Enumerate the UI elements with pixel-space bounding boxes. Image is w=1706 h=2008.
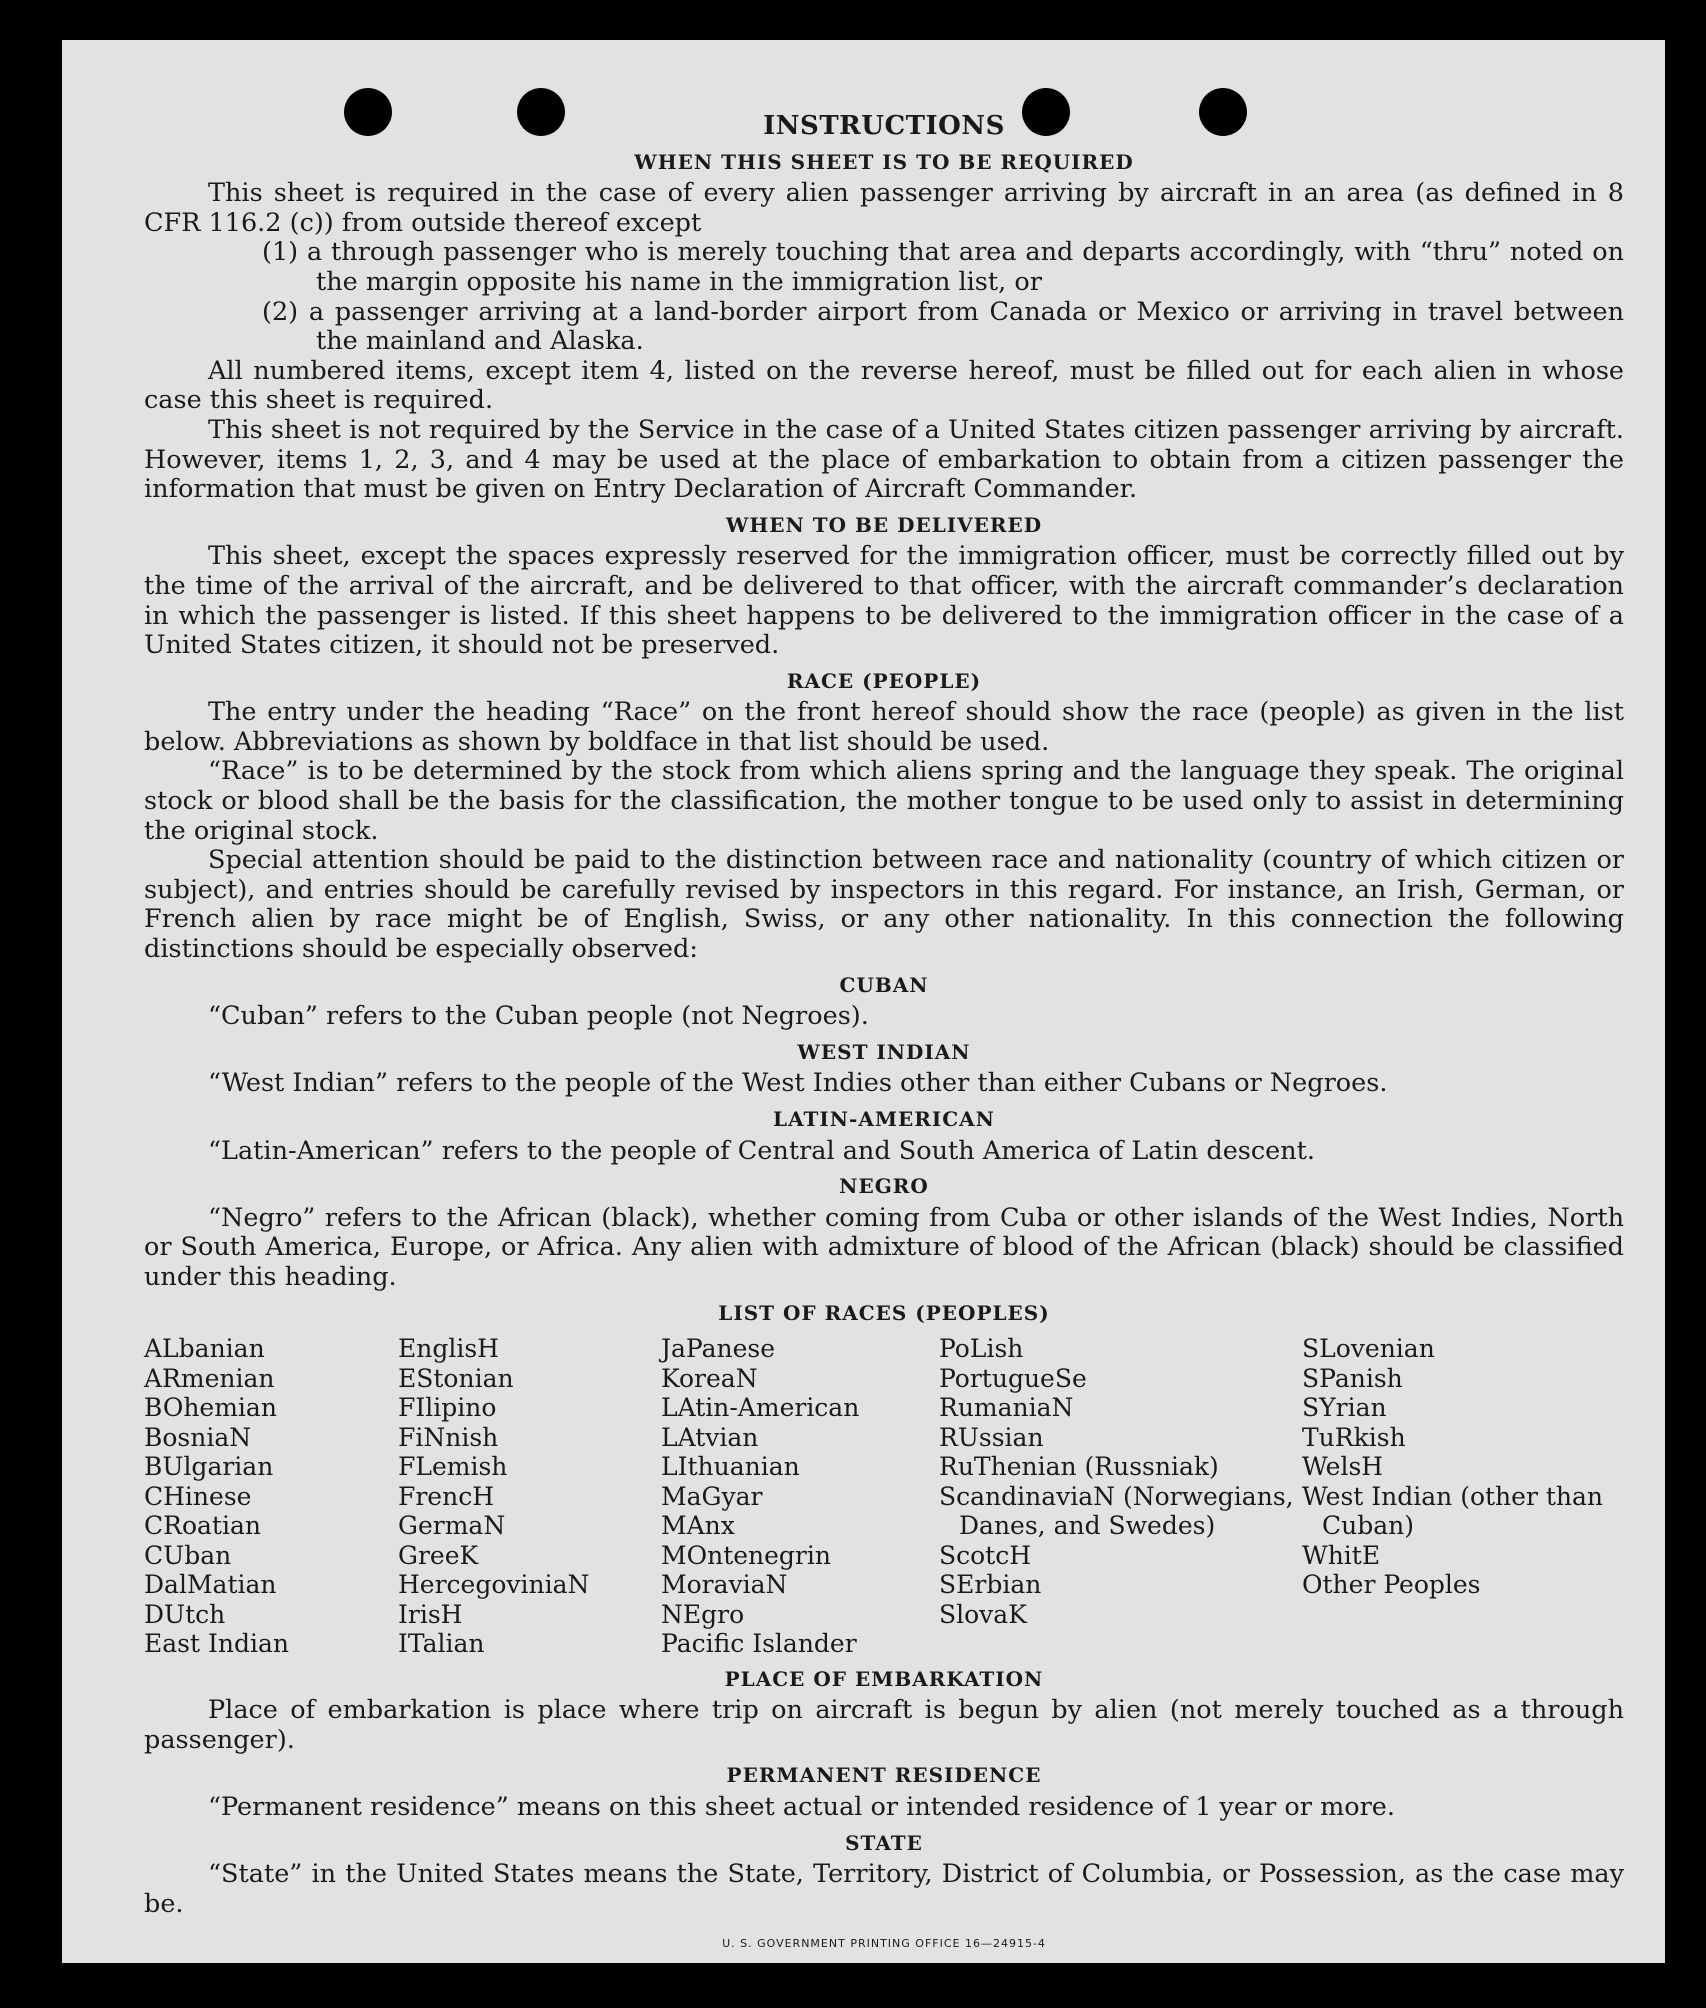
race-item: LAtvian [661,1422,759,1452]
paragraph: “West Indian” refers to the people of the West Indies other than either Cubans or Negroes. [208,1068,1388,1099]
paragraph: “Permanent residence” means on this sheet actual or intended residence of 1 year or more. [208,1792,1395,1823]
paragraph: All numbered items, except item 4, listed on the reverse hereof, must be filled out for each alien in whose case this sheet is required. [144,355,1624,416]
race-item: BosniaN [144,1422,252,1452]
race-item: FiNnish [398,1422,499,1452]
race-item: Other Peoples [1302,1570,1481,1600]
section-heading-negro: NEGRO [839,1174,929,1199]
race-item: MAnx [661,1511,735,1541]
races-column [661,1334,939,1659]
race-item: CRoatian [144,1511,261,1541]
document-sheet [62,40,1665,1963]
paragraph: “Race” is to be determined by the stock from which aliens spring and the language they speak. The original stock or blood shall be the basis for the classification, the mother tongue to be used only to assist in determining the original stock. [144,756,1624,846]
races-column [939,1334,1302,1659]
section-heading-list-of-races: LIST OF RACES (PEOPLES) [718,1300,1050,1325]
race-item: ScotcH [939,1540,1032,1570]
race-item: RUssian [939,1422,1044,1452]
list-item: (1) a through passenger who is merely touching that area and departs accordingly, with “thru” noted on the margin opposite his name in the immigration list, or [262,237,1624,297]
paragraph: Place of embarkation is place where trip on aircraft is begun by alien (not merely touched as a through passenger). [144,1695,1624,1755]
race-item: BOhemian [144,1393,277,1423]
race-item: FIlipino [398,1393,497,1423]
race-item: GermaN [398,1511,506,1541]
paragraph: This sheet is required in the case of every alien passenger arriving by aircraft in an area (as defined in 8 CFR 116.2 (c)) from outside thereof except [144,178,1624,238]
paragraph: This sheet, except the spaces expressly reserved for the immigration officer, must be correctly filled out by the time of the arrival of the aircraft, and be delivered to that officer, with the aircraft commander’s declaration in which the passenger is listed. If this sheet happens to be delivered to the immigration officer in the case of a United States citizen, it should not be preserved. [144,541,1624,661]
paragraph: “Cuban” refers to the Cuban people (not Negroes). [208,1001,869,1032]
race-item: WhitE [1302,1540,1381,1570]
printer-footer: U. S. GOVERNMENT PRINTING OFFICE 16—24915-4 [722,1937,1046,1951]
race-item: LIthuanian [661,1452,800,1482]
instructions-content [144,112,1624,1959]
races-column [398,1334,661,1659]
races-column [144,1334,398,1659]
race-item: CHinese [144,1481,252,1511]
races-column [1302,1334,1624,1659]
race-item: CUban [144,1540,232,1570]
paragraph: “Latin-American” refers to the people of Central and South America of Latin descent. [208,1135,1316,1166]
race-item: IrisH [398,1599,463,1629]
race-item: DUtch [144,1599,226,1629]
section-heading-latin-american: LATIN-AMERICAN [773,1107,995,1131]
race-item: ITalian [398,1629,485,1659]
race-item: FLemish [398,1452,508,1482]
section-heading-cuban: CUBAN [839,972,929,997]
race-item: East Indian [144,1629,289,1659]
race-item: SErbian [939,1570,1042,1600]
section-heading-delivered: WHEN TO BE DELIVERED [725,512,1043,537]
race-item: ARmenian [144,1363,275,1393]
race-item: Pacific Islander [661,1629,857,1659]
race-item: EnglisH [398,1334,499,1364]
race-item: RumaniaN [939,1393,1074,1423]
race-item: MoraviaN [661,1570,788,1600]
race-item: SYrian [1302,1393,1387,1423]
paragraph: Special attention should be paid to the distinction between race and nationality (country of which citizen or subject), and entries should be carefully revised by inspectors in this regard. For instance, an Irish, German, or French alien by race might be of English, Swiss, or any other nationality. In this connection the following distinctions should be especially observed: [144,845,1624,965]
race-item: JaPanese [661,1334,776,1364]
section-heading-required: WHEN THIS SHEET IS TO BE REQUIRED [634,149,1134,174]
section-heading-state: STATE [845,1830,923,1855]
paragraph: “Negro” refers to the African (black), whether coming from Cuba or other islands of the West Indies, North or South America, Europe, or Africa. Any alien with admixture of blood of the African (black) should be classified under this heading. [144,1202,1624,1292]
list-item: (2) a passenger arriving at a land-border airport from Canada or Mexico or arriving in travel between the mainland and Alaska. [262,296,1624,357]
section-heading-residence: PERMANENT RESIDENCE [726,1763,1042,1788]
paragraph: The entry under the heading “Race” on the front hereof should show the race (people) as given in the list below. Abbreviations as shown by boldface in that list should be used. [144,697,1624,757]
races-list [144,1334,1624,1659]
race-item: ScandinaviaN (Norwegians, Danes, and Swedes) [939,1481,1294,1541]
race-item: DalMatian [144,1570,277,1600]
race-item: EStonian [398,1363,514,1393]
section-heading-race: RACE (PEOPLE) [786,668,982,693]
page-title: INSTRUCTIONS [763,111,1005,141]
race-item: ALbanian [144,1334,265,1364]
section-heading-embarkation: PLACE OF EMBARKATION [724,1666,1044,1691]
race-item: WelsH [1302,1452,1384,1482]
race-item: KoreaN [661,1363,758,1393]
race-item: RuThenian (Russniak) [939,1452,1219,1482]
race-item: PortugueSe [939,1363,1087,1393]
race-item: HercegoviniaN [398,1570,590,1600]
section-heading-west-indian: WEST INDIAN [797,1039,971,1064]
race-item: GreeK [398,1540,479,1570]
paragraph: “State” in the United States means the State, Territory, District of Columbia, or Possession, as the case may be. [144,1859,1624,1919]
paragraph: This sheet is not required by the Service in the case of a United States citizen passenger arriving by aircraft. However, items 1, 2, 3, and 4 may be used at the place of embarkation to obtain from a citizen passenger the information that must be given on Entry Declaration of Aircraft Commander. [144,414,1624,505]
race-item: SLovenian [1302,1334,1435,1364]
race-item: SPanish [1302,1363,1403,1393]
race-item: SlovaK [939,1599,1027,1629]
race-item: West Indian (other than Cuban) [1302,1481,1604,1541]
race-item: PoLish [939,1334,1024,1364]
race-item: FrencH [398,1481,494,1511]
race-item: NEgro [661,1599,745,1629]
race-item: MOntenegrin [661,1540,831,1570]
race-item: BUlgarian [144,1452,274,1482]
race-item: TuRkish [1302,1422,1406,1452]
race-item: LAtin-American [661,1393,860,1423]
race-item: MaGyar [661,1481,763,1511]
